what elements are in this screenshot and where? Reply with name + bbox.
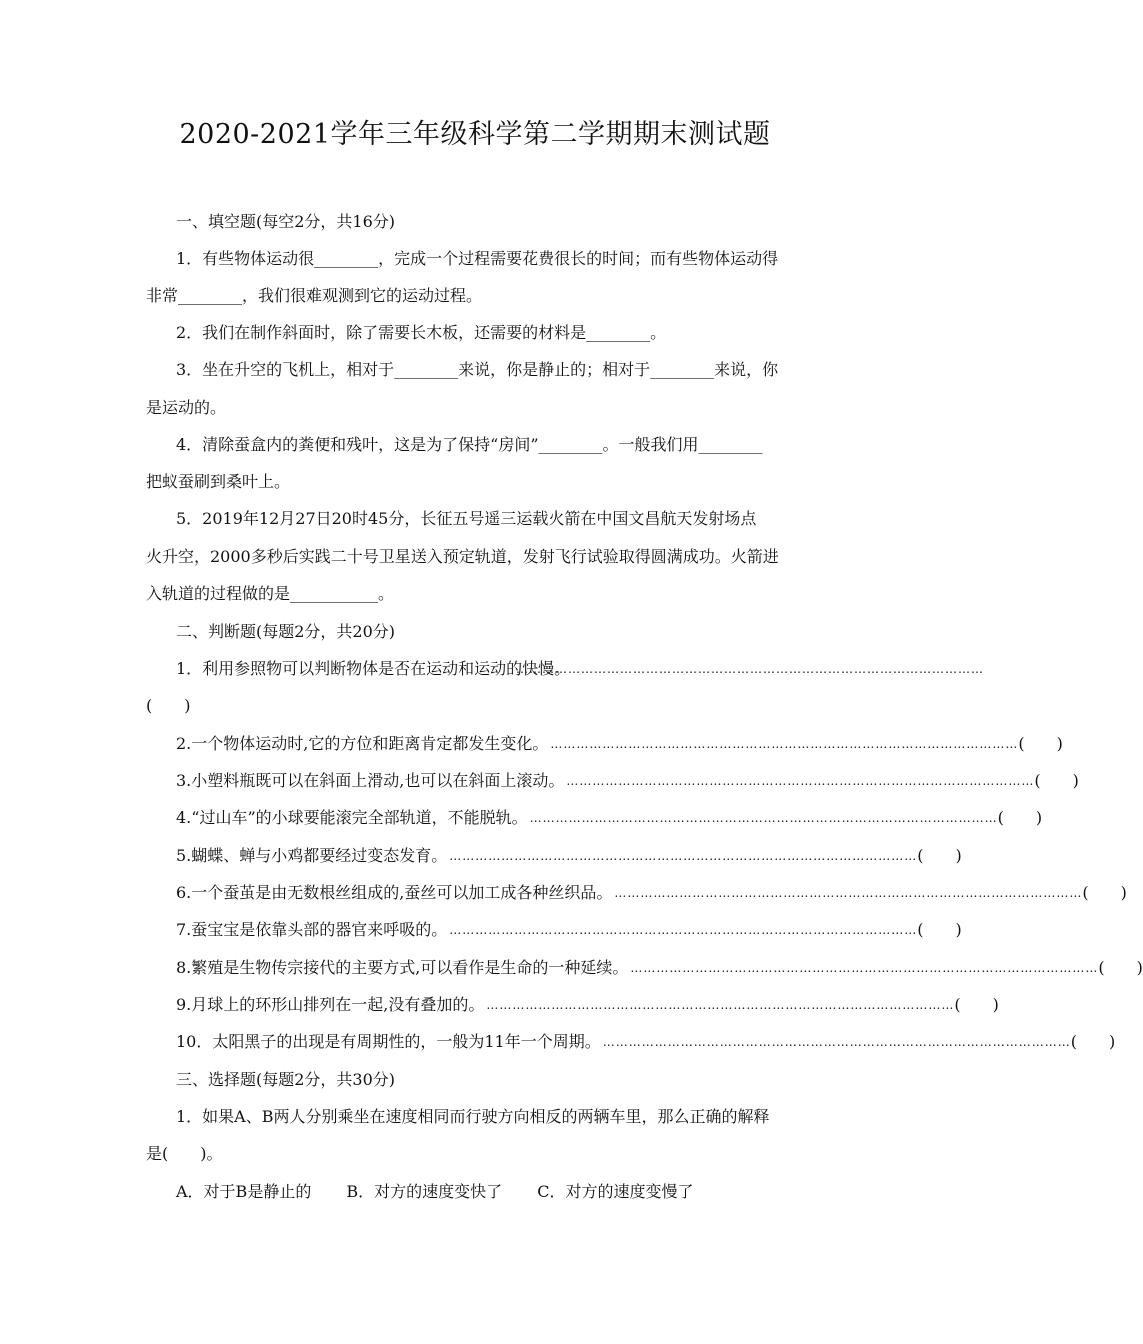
dot-leader: ……………………………………………………………………………………………… [630,961,1099,975]
option-a: A．对于B是静止的 [176,1182,312,1201]
question-text: 把蚁蚕刷到桑叶上。 [146,472,291,491]
section-heading-true-false: 二、判断题(每题2分，共20分) [176,622,396,641]
true-false-item [176,1031,1116,1053]
true-false-item [176,957,1143,979]
section-heading-fill-blank: 一、填空题(每空2分，共16分) [176,212,396,231]
true-false-item [176,733,1063,755]
option-c: C．对方的速度变慢了 [537,1182,694,1201]
answer-parentheses: ( ) [1082,883,1127,902]
question-text: 入轨道的过程做的是___________。 [146,584,395,603]
dot-leader: ……………………………………………………………………………………………… [614,886,1083,900]
dot-leader: ……………………………………………………………………………………………… [486,998,955,1012]
answer-parentheses: ( ) [1070,1032,1116,1051]
question-text: 8.繁殖是生物传宗接代的主要方式,可以看作是生命的一种延续。 [176,958,629,977]
option-b: B．对方的速度变快了 [346,1182,503,1201]
question-text: 9.月球上的环形山排列在一起,没有叠加的。 [176,995,485,1014]
question-text: 1．有些物体运动很________，完成一个过程需要花费很长的时间；而有些物体运动得 [176,249,779,268]
question-text: 非常________，我们很难观测到它的运动过程。 [146,286,483,305]
question-text: 10．太阳黑子的出现是有周期性的，一般为11年一个周期。 [176,1032,601,1051]
answer-parentheses: ( ) [146,696,191,715]
section-heading-multiple-choice: 三、选择题(每题2分，共30分) [176,1070,396,1089]
dot-leader: ……………………………………………………………………………………………… [529,811,998,825]
question-text: 5.蝴蝶、蝉与小鸡都要经过变态发育。 [176,846,448,865]
question-text: 3．坐在升空的飞机上，相对于________来说，你是静止的；相对于________来说，你 [176,360,779,379]
dot-leader: ……………………………………………………………………………………………… [602,1035,1071,1049]
true-false-item [176,845,962,867]
question-text: 1．如果A、B两人分别乘坐在速度相同而行驶方向相反的两辆车里，那么正确的解释 [176,1107,770,1126]
answer-parentheses: ( ) [1098,958,1143,977]
true-false-item [176,882,1127,904]
question-text: 是运动的。 [146,398,227,417]
answer-parentheses: ( ) [997,808,1043,827]
question-text: 4.“过山车”的小球要能滚完全部轨道，不能脱轨。 [176,808,528,827]
question-text: 5．2019年12月27日20时45分，长征五号遥三运载火箭在中国文昌航天发射场点 [176,509,757,528]
choice-options [176,1181,724,1203]
true-false-item [176,994,999,1016]
dot-leader: ……………………………………………………………………………………………… [516,662,984,676]
question-text: 4．清除蚕盒内的粪便和残叶，这是为了保持“房间”________。一般我们用________ [176,435,763,454]
question-text: 火升空，2000多秒后实践二十号卫星送入预定轨道，发射飞行试验取得圆满成功。火箭进 [146,547,779,566]
answer-parentheses: ( ) [917,846,962,865]
true-false-item [176,919,962,941]
true-false-item [176,807,1043,829]
question-text: 7.蚕宝宝是依靠头部的器官来呼吸的。 [176,920,448,939]
answer-parentheses: ( ) [954,995,999,1014]
question-text: 是( )。 [146,1144,223,1163]
dot-leader: ……………………………………………………………………………………………… [449,849,918,863]
question-text: 2．我们在制作斜面时，除了需要长木板，还需要的材料是________。 [176,323,667,342]
question-text: 1．利用参照物可以判断物体是否在运动和运动的快慢。 [176,659,571,678]
dot-leader: ……………………………………………………………………………………………… [566,774,1035,788]
page-title: 2020-2021学年三年级科学第二学期期末测试题 [179,119,771,150]
dot-leader: ……………………………………………………………………………………………… [550,737,1019,751]
dot-leader: ……………………………………………………………………………………………… [449,923,918,937]
answer-parentheses: ( ) [917,920,962,939]
true-false-item [176,770,1079,792]
answer-parentheses: ( ) [1018,734,1063,753]
question-text: 2.一个物体运动时,它的方位和距离肯定都发生变化。 [176,734,549,753]
question-text: 3.小塑料瓶既可以在斜面上滑动,也可以在斜面上滚动。 [176,771,565,790]
question-text: 6.一个蚕茧是由无数根丝组成的,蚕丝可以加工成各种丝织品。 [176,883,613,902]
answer-parentheses: ( ) [1034,771,1079,790]
